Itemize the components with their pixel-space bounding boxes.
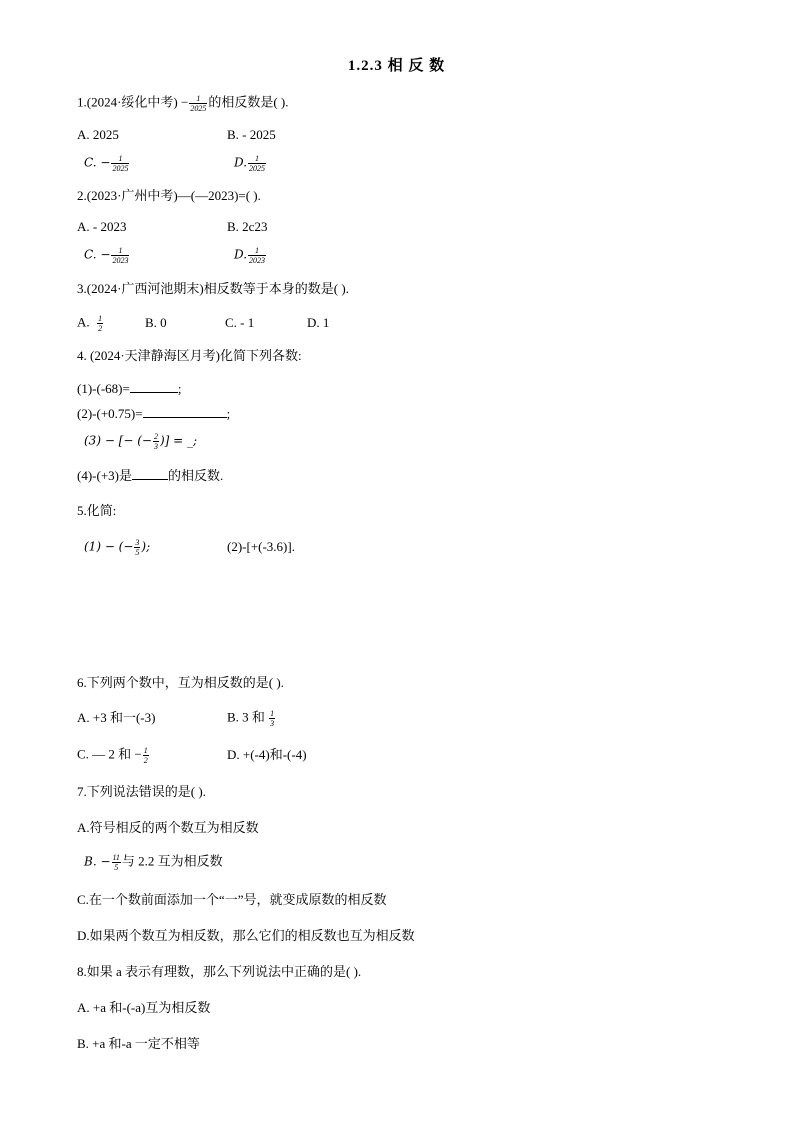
q3-a-label: A.	[77, 314, 90, 330]
q3-option-c: C. - 1	[225, 315, 255, 330]
q4-p1-end: ;	[177, 381, 182, 396]
q6-option-b	[227, 709, 276, 728]
q8-option-a: A. +a 和-(-a)互为相反数	[77, 1000, 211, 1015]
q5-p1-den: 5	[135, 548, 140, 557]
q5-p1-suffix: );	[141, 539, 151, 554]
question-4-stem: 4. (2024·天津静海区月考)化简下列各数:	[77, 348, 302, 363]
q1-c-fraction	[111, 154, 129, 173]
q7-option-d: D.如果两个数互为相反数，那么它们的相反数也互为相反数	[77, 928, 415, 943]
q3-option-d: D. 1	[307, 315, 330, 330]
q1-fraction	[189, 94, 207, 113]
q6-c-prefix: C. — 2 和 −	[77, 746, 142, 762]
q7-b-suffix: 与 2.2 互为相反数	[121, 853, 223, 869]
q4-p2-blank[interactable]	[143, 405, 227, 418]
question-8-stem: 8.如果 a 表示有理数，那么下列说法中正确的是( ).	[77, 964, 362, 979]
q2-c-num: 1	[111, 246, 129, 256]
q4-p1-text: (1)-(-68)=	[77, 381, 130, 396]
q6-option-c	[77, 746, 150, 765]
q4-p3-den: 3	[153, 442, 158, 451]
q1-d-den: 2025	[249, 164, 266, 173]
q5-p1-prefix: (1) − (−	[84, 539, 134, 554]
q2-d-fraction	[248, 246, 266, 265]
q7-b-prefix: B. −	[84, 854, 111, 869]
q3-a-num: 1	[98, 314, 103, 323]
q6-b-prefix: B. 3 和	[227, 709, 265, 725]
q3-option-b: B. 0	[145, 315, 167, 330]
q7-b-den: 5	[114, 863, 119, 872]
q6-c-num: 1	[143, 746, 148, 755]
q1-d-num: 1	[248, 154, 266, 164]
q2-d-label: D.	[234, 247, 248, 262]
q2-c-label: C. −	[84, 247, 111, 262]
q3-option-a	[77, 314, 104, 333]
q6-b-den: 3	[270, 719, 275, 728]
q4-p3-prefix: (3) − [− (−	[84, 433, 152, 448]
q3-a-den: 2	[98, 324, 103, 333]
question-7-stem: 7.下列说法错误的是( ).	[77, 784, 206, 799]
q4-p3-suffix: )] = _;	[159, 433, 198, 448]
q4-p4-suffix: 的相反数.	[167, 468, 224, 483]
q7-option-c: C.在一个数前面添加一个“一”号，就变成原数的相反数	[77, 892, 387, 907]
q4-p3-num: 2	[153, 432, 158, 441]
q1-d-fraction	[248, 154, 266, 173]
q1-c-num: 1	[111, 154, 129, 164]
q1-option-a: A. 2025	[77, 127, 119, 142]
q6-b-num: 1	[270, 709, 275, 718]
q4-p2-text: (2)-(+0.75)=	[77, 406, 143, 421]
q8-option-b: B. +a 和-a 一定不相等	[77, 1036, 200, 1051]
q7-option-a: A.符号相反的两个数互为相反数	[77, 820, 259, 835]
q2-option-b: B. 2c23	[227, 219, 268, 234]
q4-part-2	[77, 405, 230, 422]
q1-frac-den: 2025	[190, 104, 207, 113]
question-1-stem	[77, 94, 289, 113]
q1-d-label: D.	[234, 155, 248, 170]
q2-option-a: A. - 2023	[77, 219, 127, 234]
q2-d-num: 1	[248, 246, 266, 256]
q4-p3-fraction	[153, 432, 159, 451]
q2-option-c	[84, 246, 130, 265]
q6-c-fraction	[143, 746, 149, 765]
q2-option-d	[234, 246, 267, 265]
q2-c-den: 2023	[112, 256, 129, 265]
q3-a-fraction	[97, 314, 103, 333]
q1-option-d	[234, 154, 267, 173]
q2-c-fraction	[111, 246, 129, 265]
q4-part-1	[77, 380, 181, 397]
q4-p4-prefix: (4)-(+3)是	[77, 468, 132, 483]
q7-option-b	[84, 853, 223, 872]
question-2-stem: 2.(2023·广州中考)—(—2023)=( ).	[77, 188, 261, 203]
q1-c-label: C. −	[84, 155, 111, 170]
q1-suffix: 的相反数是( ).	[208, 94, 289, 110]
q1-c-den: 2025	[112, 164, 129, 173]
q6-b-fraction	[269, 709, 275, 728]
q1-option-b: B. - 2025	[227, 127, 276, 142]
q2-d-den: 2023	[249, 256, 266, 265]
q4-p4-blank[interactable]	[132, 467, 168, 480]
q4-p1-blank[interactable]	[130, 380, 178, 393]
question-6-stem: 6.下列两个数中，互为相反数的是( ).	[77, 675, 284, 690]
q7-b-fraction	[112, 853, 121, 872]
q4-part-3	[84, 432, 197, 451]
q1-option-c	[84, 154, 130, 173]
q4-part-4	[77, 467, 223, 484]
q7-b-num: 11	[112, 853, 120, 862]
q6-option-a: A. +3 和一(-3)	[77, 710, 156, 725]
question-5-stem: 5.化简:	[77, 503, 117, 518]
q5-p1-fraction	[134, 538, 140, 557]
q5-p1-num: 3	[135, 538, 140, 547]
q1-frac-num: 1	[189, 94, 207, 104]
q5-part-1	[84, 538, 150, 557]
page-title: 1.2.3 相 反 数	[347, 58, 446, 74]
q5-part-2: (2)-[+(-3.6)].	[227, 539, 295, 554]
q1-prefix: 1.(2024·绥化中考) −	[77, 94, 189, 110]
q6-c-den: 2	[143, 756, 148, 765]
question-3-stem: 3.(2024·广西河池期末)相反数等于本身的数是( ).	[77, 281, 349, 296]
q6-option-d: D. +(-4)和-(-4)	[227, 747, 307, 762]
q4-p2-end: ;	[226, 406, 231, 421]
